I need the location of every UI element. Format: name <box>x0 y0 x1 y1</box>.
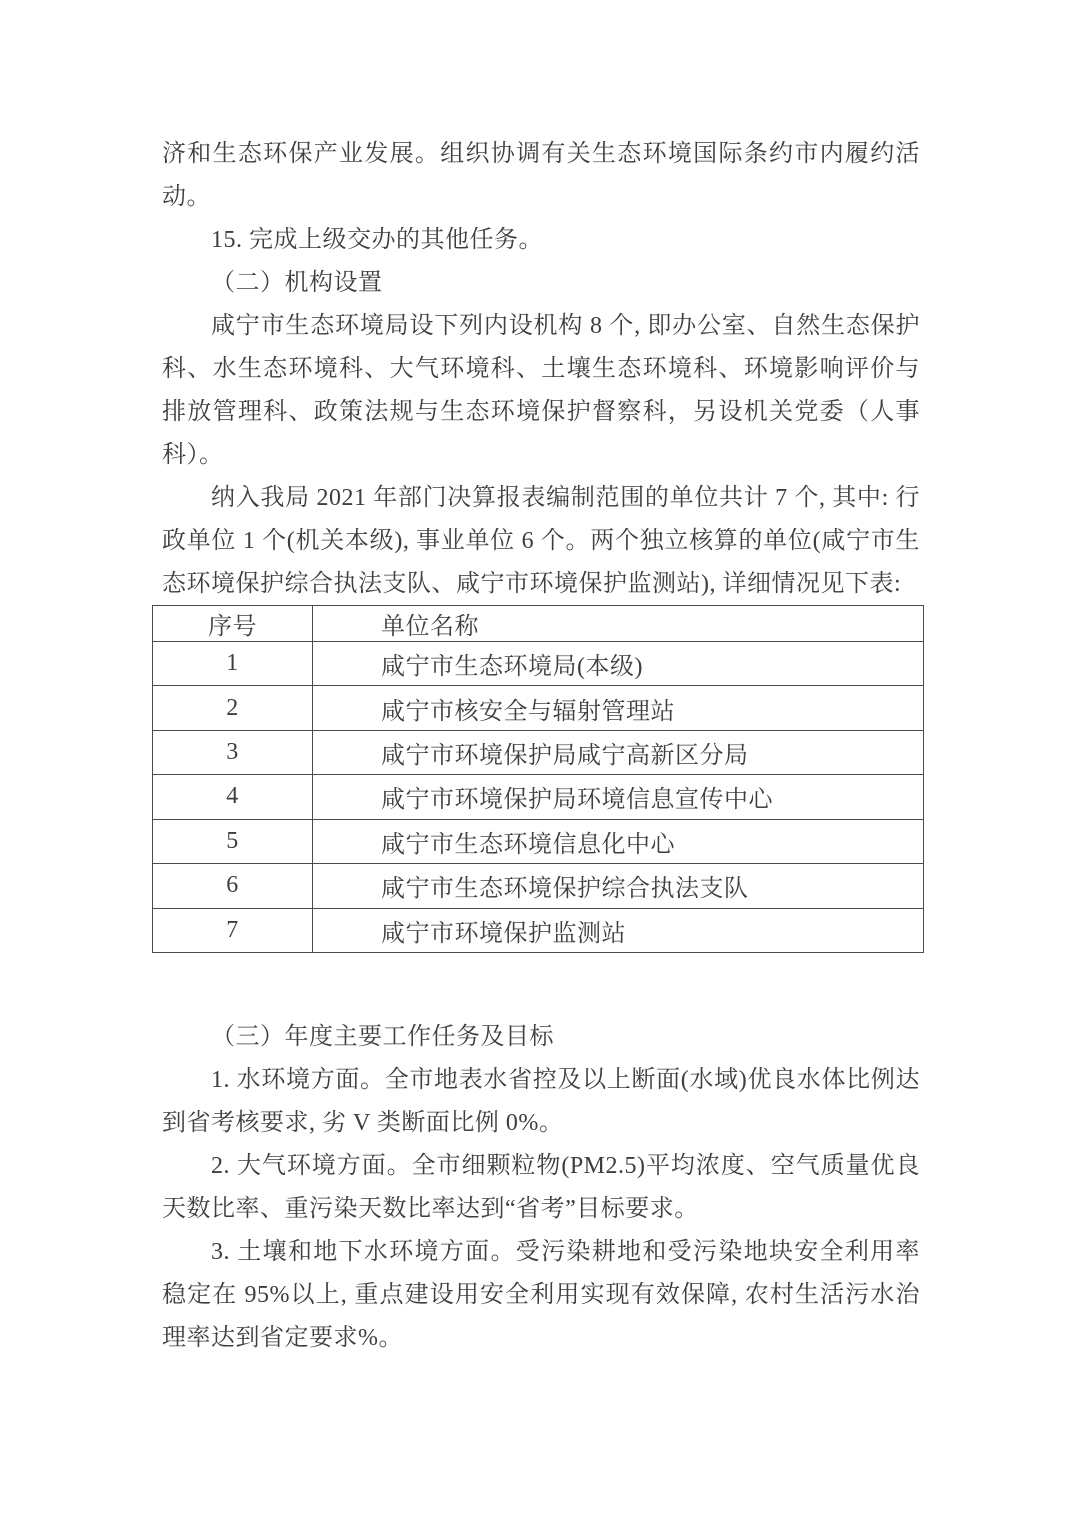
unit-index-cell: 3 <box>153 730 313 774</box>
table-row <box>153 730 924 774</box>
unit-index-cell: 1 <box>153 642 313 686</box>
unit-index-cell: 2 <box>153 686 313 730</box>
goal-air-paragraph: 2. 大气环境方面。全市细颗粒物(PM2.5)平均浓度、空气质量优良天数比率、重污染天数比率达到“省考”目标要求。 <box>162 1153 920 1222</box>
paragraph-continuation: 济和生态环保产业发展。组织协调有关生态环境国际条约市内履约活动。 <box>162 141 920 210</box>
paragraph-org-setup: 咸宁市生态环境局设下列内设机构 8 个, 即办公室、自然生态保护科、水生态环境科、大气环境科、土壤生态环境科、环境影响评价与排放管理科、政策法规与生态环境保护督察科，另设机关党委（人事科）。 <box>162 313 920 468</box>
table-row <box>153 775 924 819</box>
unit-name-cell: 咸宁市环境保护局咸宁高新区分局 <box>313 730 924 774</box>
upper-text-block <box>162 133 920 606</box>
section-3-heading: （三）年度主要工作任务及目标 <box>211 1024 554 1050</box>
paragraph-units-scope: 纳入我局 2021 年部门决算报表编制范围的单位共计 7 个, 其中: 行政单位 1 个(机关本级), 事业单位 6 个。两个独立核算的单位(咸宁市生态环境保护综合执法支队、咸宁市环境保护监测站), 详细情况见下表: <box>162 485 920 597</box>
unit-name-cell: 咸宁市生态环境信息化中心 <box>313 819 924 863</box>
unit-index-cell: 5 <box>153 819 313 863</box>
unit-index-cell: 7 <box>153 908 313 952</box>
unit-name-cell: 咸宁市环境保护监测站 <box>313 908 924 952</box>
table-row <box>153 686 924 730</box>
unit-name-cell: 咸宁市环境保护局环境信息宣传中心 <box>313 775 924 819</box>
goal-water-paragraph: 1. 水环境方面。全市地表水省控及以上断面(水域)优良水体比例达到省考核要求, 劣 V 类断面比例 0%。 <box>162 1067 920 1136</box>
paragraph-task-15: 15. 完成上级交办的其他任务。 <box>211 227 543 253</box>
unit-name-cell: 咸宁市生态环境保护综合执法支队 <box>313 864 924 908</box>
goal-soil-paragraph: 3. 土壤和地下水环境方面。受污染耕地和受污染地块安全利用率稳定在 95%以上, 重点建设用安全利用实现有效保障, 农村生活污水治理率达到省定要求%。 <box>162 1239 920 1351</box>
section-2-heading: （二）机构设置 <box>211 270 383 296</box>
unit-name-cell: 咸宁市生态环境局(本级) <box>313 642 924 686</box>
unit-index-cell: 6 <box>153 864 313 908</box>
lower-text-block <box>162 1016 920 1360</box>
unit-index-cell: 4 <box>153 775 313 819</box>
header-cell-unit-name: 单位名称 <box>313 606 924 642</box>
table-header-row <box>153 606 924 642</box>
header-cell-index: 序号 <box>153 606 313 642</box>
unit-name-cell: 咸宁市核安全与辐射管理站 <box>313 686 924 730</box>
table-row <box>153 864 924 908</box>
table-row <box>153 908 924 952</box>
units-table <box>152 605 924 953</box>
table-row <box>153 642 924 686</box>
table-row <box>153 819 924 863</box>
